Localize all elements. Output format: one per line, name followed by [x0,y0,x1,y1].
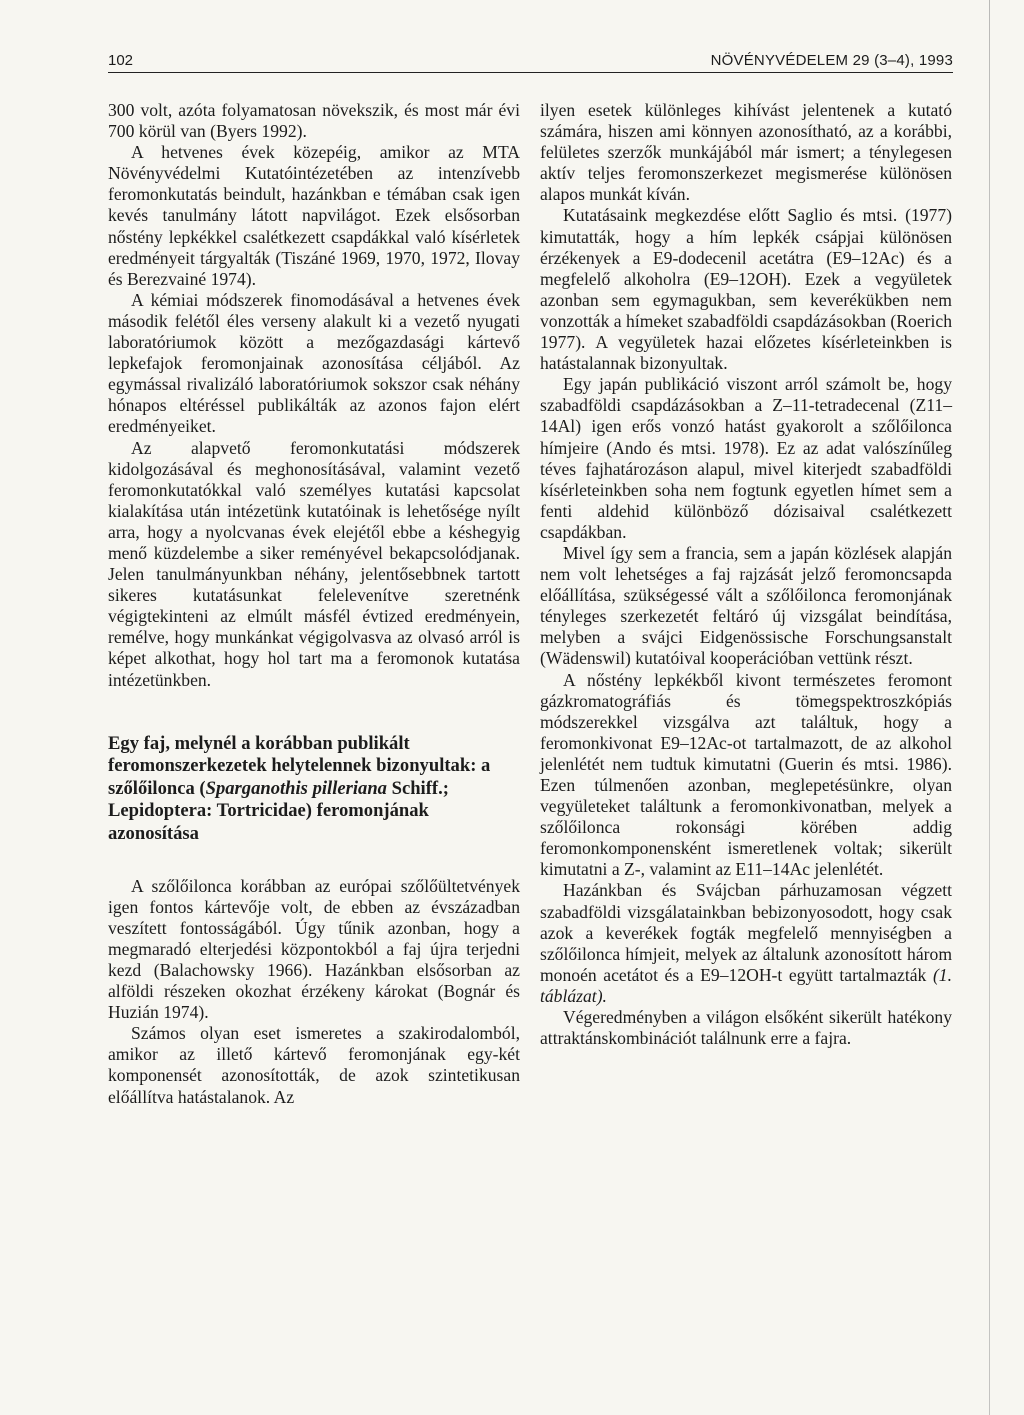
heading-text: Schiff.; Lepidoptera: Tortricidae) feromonjának azonosítása [108,777,449,844]
heading-text: Egy faj, melynél a korábban publikált feromonszerkezetek helytelennek bizonyultak: a szőlőilonca ( [108,732,491,799]
page-number: 102 [108,52,134,69]
paragraph: A hetvenes évek közepéig, amikor az MTA Növényvédelmi Kutatóintézetében az intenzívebb feromonkutatás beindult, hazánkban e témában csak igen kevés tanulmány látott napvilágot. Ezek elsősorban nőstény lepkékkel csalétkezett csapdákkal való kísérletek eredményeit tárgyalták (Tiszáné 1969, 1970, 1972, Ilovay és Berezvainé 1974). [108,142,520,289]
paragraph: A nőstény lepkékből kivont természetes feromont gázkromatográfiás és tömegspektroszkópiás módszerekkel vizsgálva azt találtuk, hogy a feromonkivonat E9–12Ac-ot tartalmazott, de az alkohol jelenlétét nem tudtuk kimutatni (Guerin és mtsi. 1986). Ezen túlmenően azonban, meglepetésünkre, olyan vegyületeket találtunk a feromonkivonatban, melyek a szőlőilonca rokonsági körében addig feromonkomponensként ismeretlenek voltak; sikerült kimutatni a Z-, valamint az E11–14Ac jelenlétét. [540,669,952,880]
paragraph: Az alapvető feromonkutatási módszerek kidolgozásával és meghonosításával, valamint vezető feromonkutatókkal való személyes kutatási kapcsolat kialakítása után intézetünk kutatóinak is lehetősége nyílt arra, hogy a nyolcvanas évek elejétől ebbe a késhegyig menő küzdelembe a siker reményével bekapcsolódjanak. Jelen tanulmányunkban néhány, jelentősebbnek tartott sikeres kutatásunkat felelevenítve szeretnénk végigtekinteni az elmúlt másfél évtized eredményein, remélve, hogy munkánkat végigolvasva az olvasó arról is képet alkothat, hogy hol tart ma a feromonok kutatása intézetünkben. [108,437,520,690]
paragraph: ilyen esetek különleges kihívást jelentenek a kutató számára, hiszen ami könnyen azonosítható, az a korábbi, felületes szerzők munkájából már ismert; a ténylegesen aktív teljes feromonszerkezet megismerése különösen alapos munkát kíván. [540,100,952,205]
paragraph [540,880,952,1007]
running-head [108,50,953,73]
right-column [540,100,952,1049]
section-heading [108,733,520,846]
paragraph-text: Hazánkban és Svájcban párhuzamosan végzett szabadföldi vizsgálatainkban bebizonyosodott, hogy csak azok a keverékek fogták megfelelő mennyiségben a szőlőilonca hímjeit, melyek az általunk azonosított három monoén acetátot és a E9–12OH-t együtt tartalmazták [540,880,952,985]
paragraph: A kémiai módszerek finomodásával a hetvenes évek második felétől éles verseny alakult ki a vezető nyugati laboratóriumok között a mezőgazdasági kártevő lepkefajok feromonjainak azonosítása céljából. Az egymással rivalizáló laboratóriumok sokszor csak néhány hónapos eltéréssel publikálták az azonos fajon elért eredményeiket. [108,289,520,437]
paragraph: Mivel így sem a francia, sem a japán közlések alapján nem volt lehetséges a faj rajzását jelző feromoncsapda előállítása, szükségessé vált a szőlőilonca feromonjának tényleges szerkezetét feltáró új vizsgálat beindítása, melyben a svájci Eidgenössische Forschungsanstalt (Wädenswil) kutatóival kooperációban vettünk részt. [540,542,952,669]
paragraph: 300 volt, azóta folyamatosan növekszik, és most már évi 700 körül van (Byers 1992). [108,100,520,142]
scan-margin-line [989,0,990,1415]
paragraph: A szőlőilonca korábban az európai szőlőültetvények igen fontos kártevője volt, de ebben az évszázadban veszített fontosságából. Úgy tűnik azonban, hogy a megmaradó elterjedési központokból a faj újra terjedni kezd (Balachowsky 1966). Hazánkban elsősorban az alföldi részeken okozhat érzékeny károkat (Bognár és Huzián 1974). [108,875,520,1023]
journal-reference: NÖVÉNYVÉDELEM 29 (3–4), 1993 [710,52,953,69]
paragraph: Kutatásaink megkezdése előtt Saglio és mtsi. (1977) kimutatták, hogy a hím lepkék csápjai különösen érzékenyek a E9-dodecenil acetátra (E9–12Ac) és a megfelelő alkoholra (E9–12OH). Ezek a vegyületek azonban sem egymagukban, sem keverékükben nem vonzották a hímeket szabadföldi csapdázásokban (Roerich 1977). A vegyületek hazai előzetes kísérleteinkben is hatástalannak bizonyultak. [540,205,952,374]
paragraph: Számos olyan eset ismeretes a szakirodalomból, amikor az illető kártevő feromonjának egy-két komponensét azonosították, de azok szintetikusan előállítva hatástalanok. Az [108,1023,520,1107]
left-column [108,100,520,1108]
paragraph: Egy japán publikáció viszont arról számolt be, hogy szabadföldi csapdázásokban a Z–11-tetradecenal (Z11–14Al) igen erős vonzó hatást gyakorolt a szőlőilonca hímjeire (Ando és mtsi. 1978). Ez az adat valószínűleg téves fajhatározáson alapul, mivel kiterjedt szabadföldi kísérleteinkben soha nem fogtunk egyetlen hímet sem a fenti aldehid különböző dózisaival csalétkezett csapdákban. [540,374,952,542]
species-name: Sparganothis pilleriana [205,777,387,799]
table-reference: (1. táblázat). [540,964,952,1006]
paragraph: Végeredményben a világon elsőként sikerült hatékony attraktánskombinációt találnunk erre a fajra. [540,1007,952,1049]
